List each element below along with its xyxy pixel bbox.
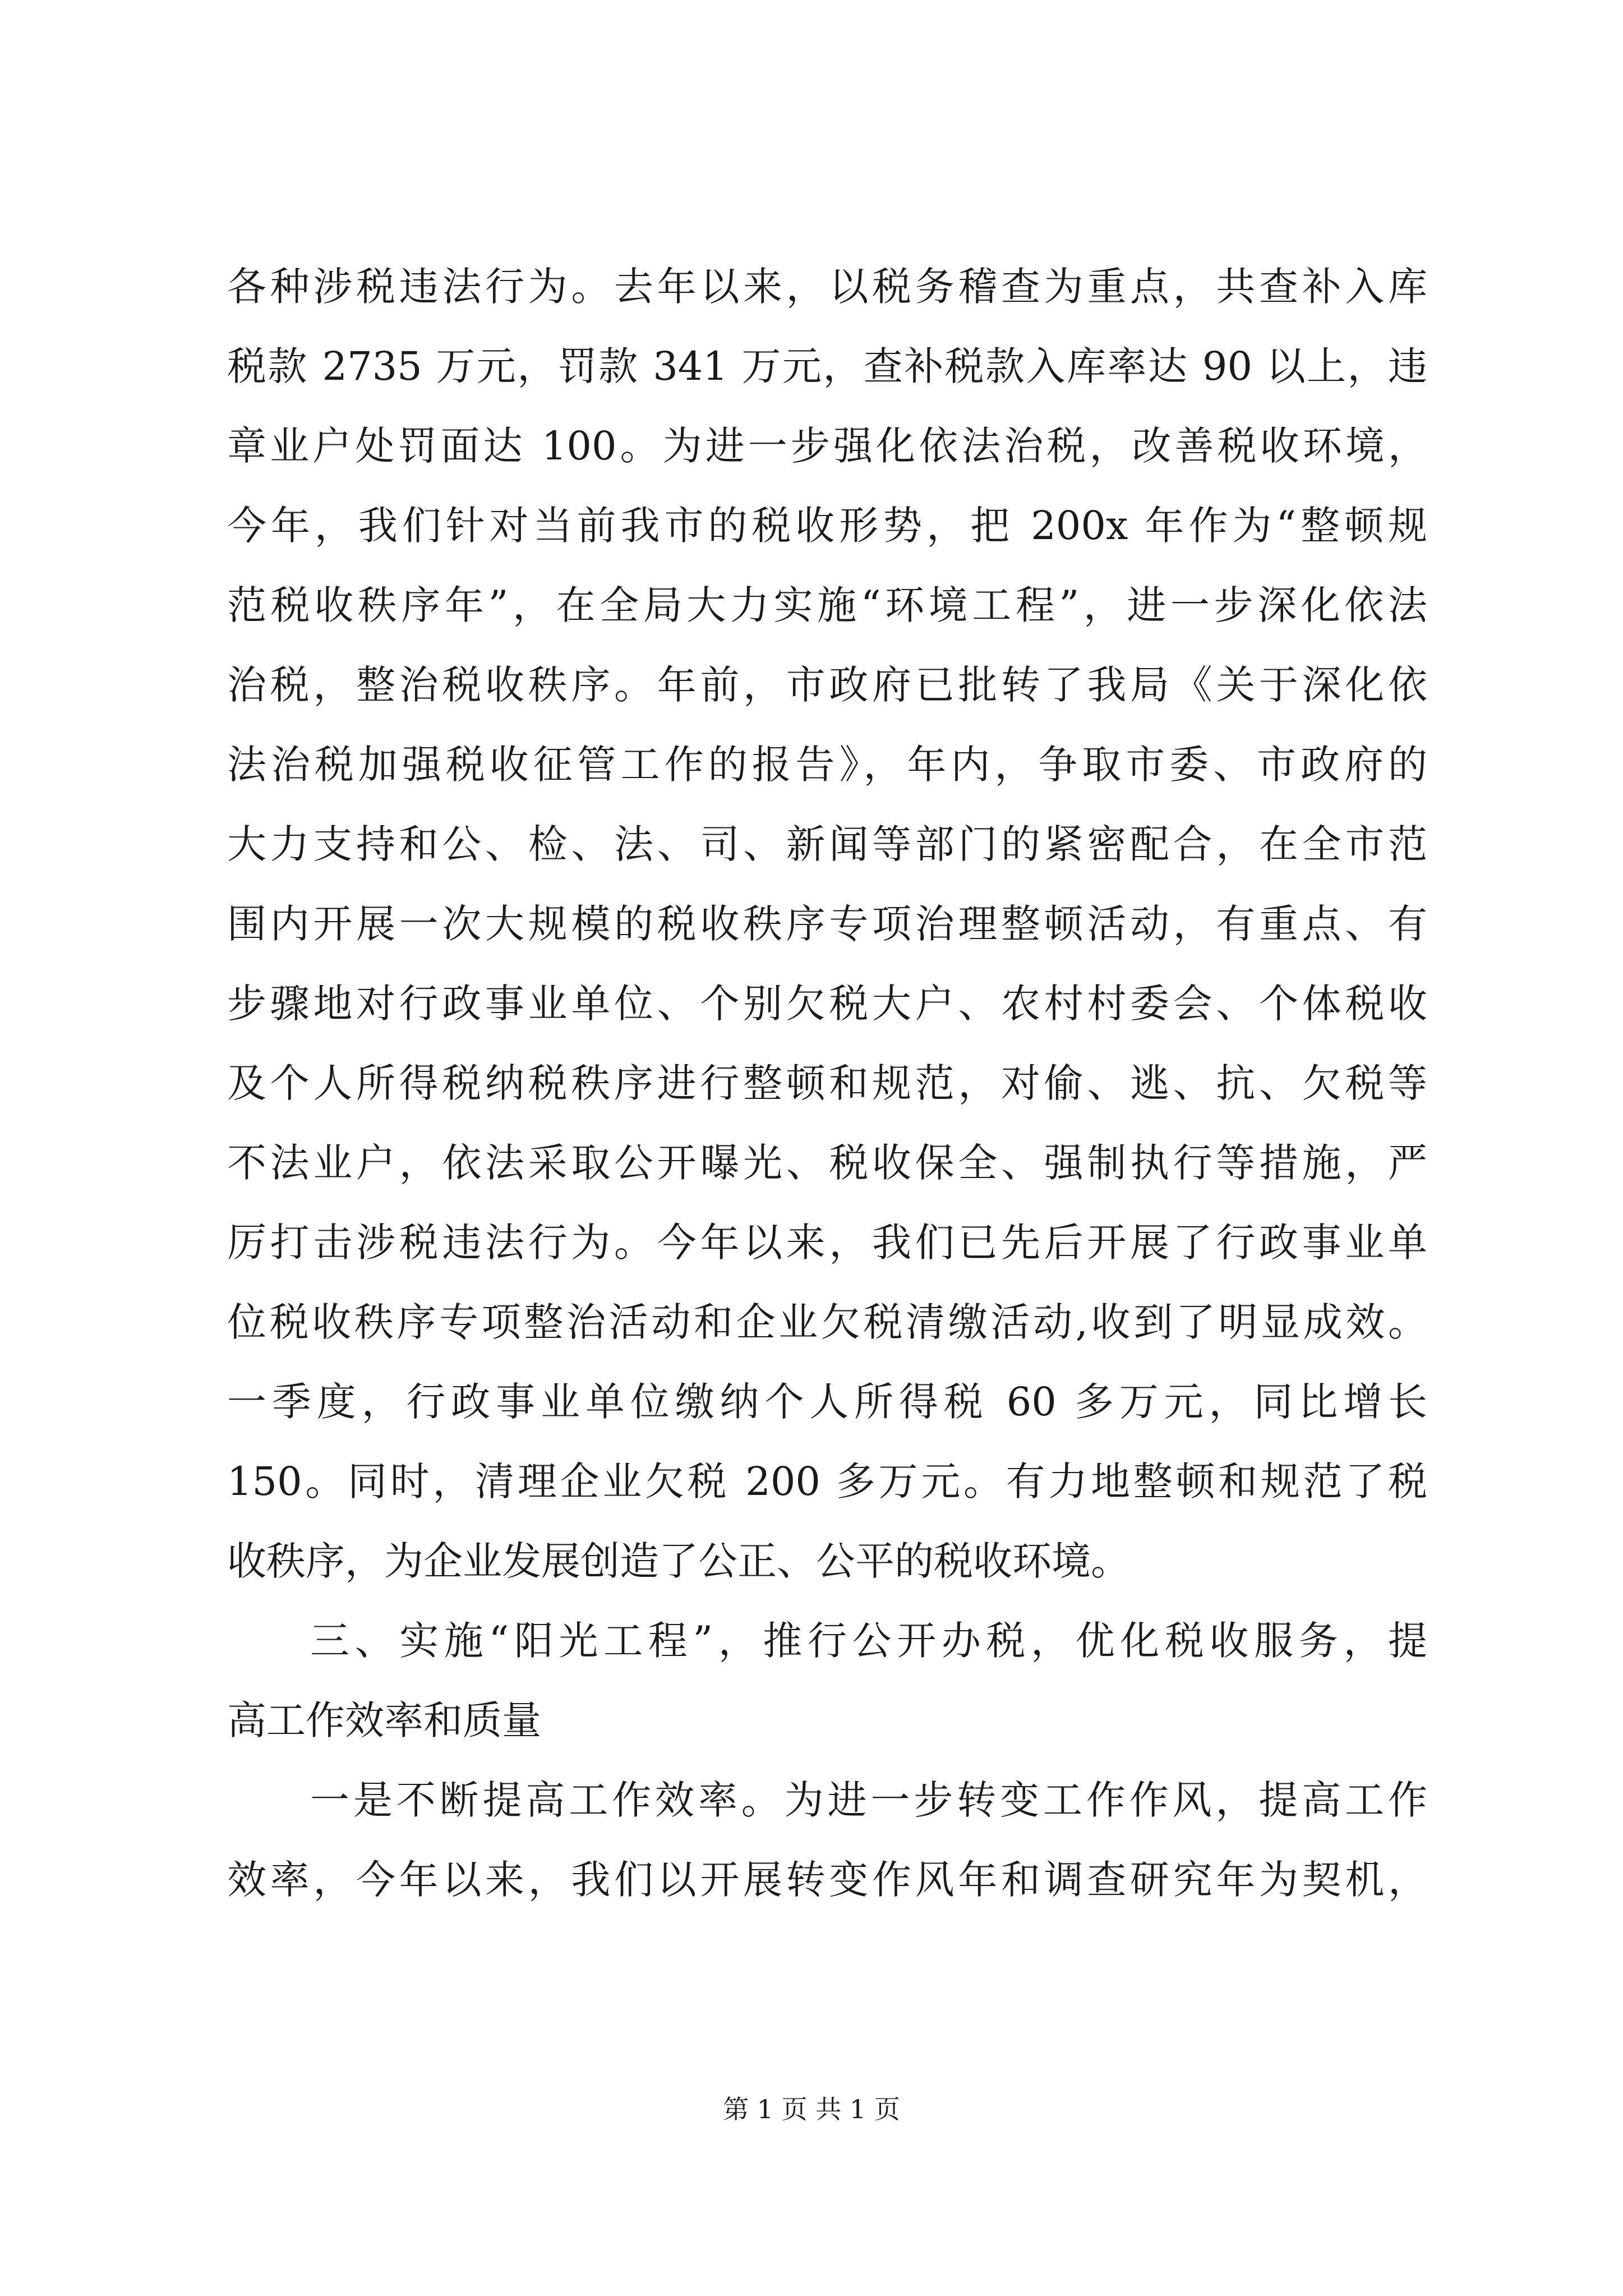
text-line: 法治税加强税收征管工作的报告》，年内，争取市委、市政府的 xyxy=(227,742,1427,788)
text-line: 大力支持和公、检、法、司、新闻等部门的紧密配合，在全市范 xyxy=(227,821,1427,867)
section-heading-line: 三、实施“阳光工程”，推行公开办税，优化税收服务，提 xyxy=(310,1618,1427,1664)
section-heading-line: 高工作效率和质量 xyxy=(227,1697,541,1743)
page-number-footer: 第 1 页 共 1 页 xyxy=(723,2094,900,2124)
text-line: 章业户处罚面达 100。为进一步强化依法治税，改善税收环境， xyxy=(227,423,1427,469)
text-line: 不法业户，依法采取公开曝光、税收保全、强制执行等措施，严 xyxy=(227,1140,1427,1186)
text-line: 收秩序，为企业发展创造了公正、公平的税收环境。 xyxy=(227,1538,1130,1584)
text-line: 各种涉税违法行为。去年以来，以税务稽查为重点，共查补入库 xyxy=(227,264,1427,310)
document-body xyxy=(227,247,1427,1920)
text-line: 一季度，行政事业单位缴纳个人所得税 60 多万元，同比增长 xyxy=(227,1379,1427,1425)
text-line: 范税收秩序年”，在全局大力实施“环境工程”，进一步深化依法 xyxy=(227,582,1427,628)
text-line: 一是不断提高工作效率。为进一步转变工作作风，提高工作 xyxy=(310,1777,1427,1823)
text-line: 围内开展一次大规模的税收秩序专项治理整顿活动，有重点、有 xyxy=(227,901,1427,947)
text-line: 治税，整治税收秩序。年前，市政府已批转了我局《关于深化依 xyxy=(227,662,1427,708)
text-line: 150。同时，清理企业欠税 200 多万元。有力地整顿和规范了税 xyxy=(227,1458,1427,1504)
text-line: 厉打击涉税违法行为。今年以来，我们已先后开展了行政事业单 xyxy=(227,1220,1427,1266)
text-line: 及个人所得税纳税秩序进行整顿和规范，对偷、逃、抗、欠税等 xyxy=(227,1060,1427,1106)
text-line: 今年，我们针对当前我市的税收形势，把 200x 年作为“整顿规 xyxy=(227,503,1427,549)
text-line: 步骤地对行政事业单位、个别欠税大户、农村村委会、个体税收 xyxy=(227,981,1427,1027)
text-line: 效率，今年以来，我们以开展转变作风年和调查研究年为契机， xyxy=(227,1857,1427,1903)
text-line: 税款 2735 万元，罚款 341 万元，查补税款入库率达 90 以上，违 xyxy=(227,343,1427,389)
text-line: 位税收秩序专项整治活动和企业欠税清缴活动,收到了明显成效。 xyxy=(227,1299,1427,1345)
